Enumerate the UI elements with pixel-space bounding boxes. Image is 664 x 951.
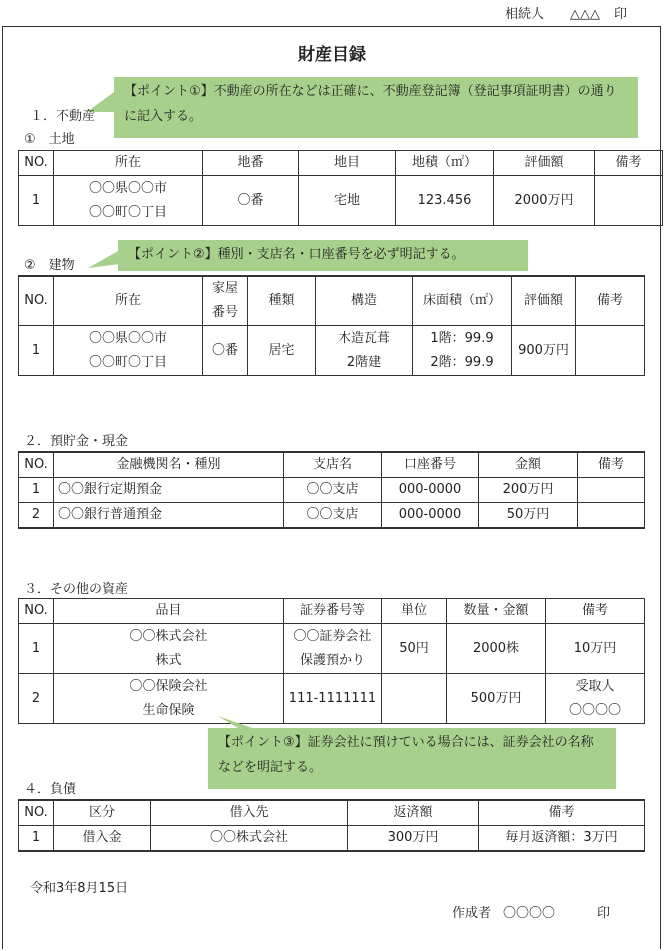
quantity-cell: 2000株 (447, 624, 546, 674)
table-row (19, 826, 645, 852)
liabilities-heading: ４．負債 (24, 782, 77, 797)
table-row (19, 674, 645, 724)
note-line: 〇〇〇〇 (568, 702, 621, 718)
note-line: 10万円 (573, 640, 617, 656)
row-number: 1 (19, 176, 54, 226)
security-cell (284, 674, 382, 724)
header-line: 家屋 (211, 281, 238, 296)
security-line: 保護預かり (299, 652, 365, 668)
note-cell (595, 176, 663, 226)
table-row (19, 624, 645, 674)
land-table (18, 150, 663, 226)
item-line: 〇〇株式会社 (129, 628, 208, 644)
kind-cell: 居宅 (248, 326, 316, 376)
header-cell: NO. (19, 452, 54, 478)
bank-cell: 〇〇銀行定期預金 (54, 478, 284, 503)
item-line: 〇〇保険会社 (129, 678, 208, 694)
account-cell: 000-0000 (382, 478, 479, 503)
liability-type-cell: 借入金 (54, 826, 151, 852)
structure-line: 木造瓦葺 (337, 330, 390, 346)
page-title: 財産目録 (298, 45, 366, 65)
note-cell (578, 478, 645, 503)
location-cell (54, 326, 203, 376)
header-cell: 単位 (382, 599, 447, 624)
header-cell: 備考 (546, 599, 645, 624)
header-cell: NO. (19, 151, 54, 176)
header-cell: 評価額 (494, 151, 595, 176)
note-cell (546, 674, 645, 724)
security-cell (284, 624, 382, 674)
header-cell: 支店名 (284, 452, 382, 478)
security-line: 〇〇証券会社 (293, 628, 372, 644)
header-cell: 数量・金額 (447, 599, 546, 624)
note-cell (576, 326, 645, 376)
structure-line: 2階建 (346, 354, 382, 370)
row-number: 2 (19, 503, 54, 529)
header-cell: 床面積（㎡） (413, 276, 512, 326)
header-cell: 地積（㎡） (396, 151, 494, 176)
table-header-row (19, 599, 645, 624)
header-cell: 所在 (54, 151, 203, 176)
account-cell: 000-0000 (382, 503, 479, 529)
location-line: 〇〇町〇丁目 (88, 204, 167, 220)
header-cell: 区分 (54, 800, 151, 826)
house-number-cell: 〇番 (203, 326, 248, 376)
structure-cell (316, 326, 413, 376)
note-line: 受取人 (575, 678, 615, 694)
row-number: 1 (19, 326, 54, 376)
deposits-heading: ２．預貯金・現金 (24, 434, 129, 449)
item-cell (54, 624, 284, 674)
row-number: 1 (19, 624, 54, 674)
building-heading: ② 建物 (24, 258, 75, 273)
header-cell: 備考 (578, 452, 645, 478)
location-line: 〇〇町〇丁目 (88, 354, 167, 370)
floor-line: 1階：99.9 (430, 330, 494, 346)
heir-name: △△△ (570, 7, 601, 22)
bank-cell: 〇〇銀行普通預金 (54, 503, 284, 529)
note-cell (578, 503, 645, 529)
table-header-row (19, 276, 645, 326)
author-seal: 印 (597, 906, 611, 921)
table-header-row (19, 151, 663, 176)
header-cell: 金額 (479, 452, 578, 478)
lender-cell: 〇〇株式会社 (151, 826, 348, 852)
value-cell: 2000万円 (494, 176, 595, 226)
other-assets-heading: ３．その他の資産 (24, 582, 129, 597)
header-cell: 備考 (479, 800, 645, 826)
deposits-table (18, 451, 645, 529)
unit-cell: 50円 (382, 624, 447, 674)
author-name: 〇〇〇〇 (503, 906, 556, 921)
table-row (19, 478, 645, 503)
item-line: 生命保険 (142, 702, 195, 718)
note-cell (546, 624, 645, 674)
location-cell (54, 176, 203, 226)
header-cell: 返済額 (348, 800, 479, 826)
header-cell: NO. (19, 276, 54, 326)
security-line: 111-1111111 (288, 690, 377, 706)
table-header-row (19, 800, 645, 826)
land-heading: ① 土地 (24, 132, 75, 147)
header-cell (203, 276, 248, 326)
header-cell: 地目 (299, 151, 396, 176)
author-line (452, 902, 610, 921)
header-cell: 口座番号 (382, 452, 479, 478)
branch-cell: 〇〇支店 (284, 478, 382, 503)
point-1-callout: 【ポイント①】不動産の所在などは正確に、不動産登記簿（登記事項証明書）の通りに記入する。 (114, 77, 638, 138)
floor-area-cell (413, 326, 512, 376)
point-2-callout: 【ポイント②】種別・支店名・口座番号を必ず明記する。 (118, 240, 528, 271)
lot-number-cell: 〇番 (203, 176, 299, 226)
repayment-cell: 300万円 (348, 826, 479, 852)
header-cell: 品目 (54, 599, 284, 624)
header-cell: 地番 (203, 151, 299, 176)
row-number: 2 (19, 674, 54, 724)
value-cell: 900万円 (512, 326, 576, 376)
land-category-cell: 宅地 (299, 176, 396, 226)
header-cell: 備考 (595, 151, 663, 176)
header-cell: 評価額 (512, 276, 576, 326)
area-cell: 123.456 (396, 176, 494, 226)
header-cell: 構造 (316, 276, 413, 326)
amount-cell: 50万円 (479, 503, 578, 529)
point-3-callout: 【ポイント③】証券会社に預けている場合には、証券会社の名称などを明記する。 (208, 728, 616, 789)
building-table (18, 275, 645, 376)
header-cell: 種類 (248, 276, 316, 326)
branch-cell: 〇〇支店 (284, 503, 382, 529)
table-row (19, 326, 645, 376)
heir-line (505, 3, 660, 22)
heir-seal: 印 (614, 7, 628, 22)
header-line: 番号 (211, 305, 238, 320)
header-cell: 借入先 (151, 800, 348, 826)
row-number: 1 (19, 478, 54, 503)
liabilities-table (18, 799, 645, 852)
heir-label: 相続人 (505, 7, 545, 22)
other-assets-table (18, 598, 645, 724)
item-line: 株式 (155, 652, 182, 668)
floor-line: 2階：99.9 (430, 354, 494, 370)
unit-cell (382, 674, 447, 724)
location-line: 〇〇県〇〇市 (88, 330, 167, 346)
note-cell: 毎月返済額：3万円 (479, 826, 645, 852)
table-header-row (19, 452, 645, 478)
amount-cell: 200万円 (479, 478, 578, 503)
row-number: 1 (19, 826, 54, 852)
real-estate-heading: １．不動産 (30, 109, 96, 124)
header-cell: 金融機関名・種別 (54, 452, 284, 478)
quantity-cell: 500万円 (447, 674, 546, 724)
header-cell: 備考 (576, 276, 645, 326)
header-cell: 証券番号等 (284, 599, 382, 624)
location-line: 〇〇県〇〇市 (88, 180, 167, 196)
table-row (19, 176, 663, 226)
document-date: 令和3年8月15日 (30, 881, 129, 896)
header-cell: 所在 (54, 276, 203, 326)
header-cell: NO. (19, 800, 54, 826)
table-row (19, 503, 645, 529)
author-label: 作成者 (452, 906, 492, 921)
header-cell: NO. (19, 599, 54, 624)
